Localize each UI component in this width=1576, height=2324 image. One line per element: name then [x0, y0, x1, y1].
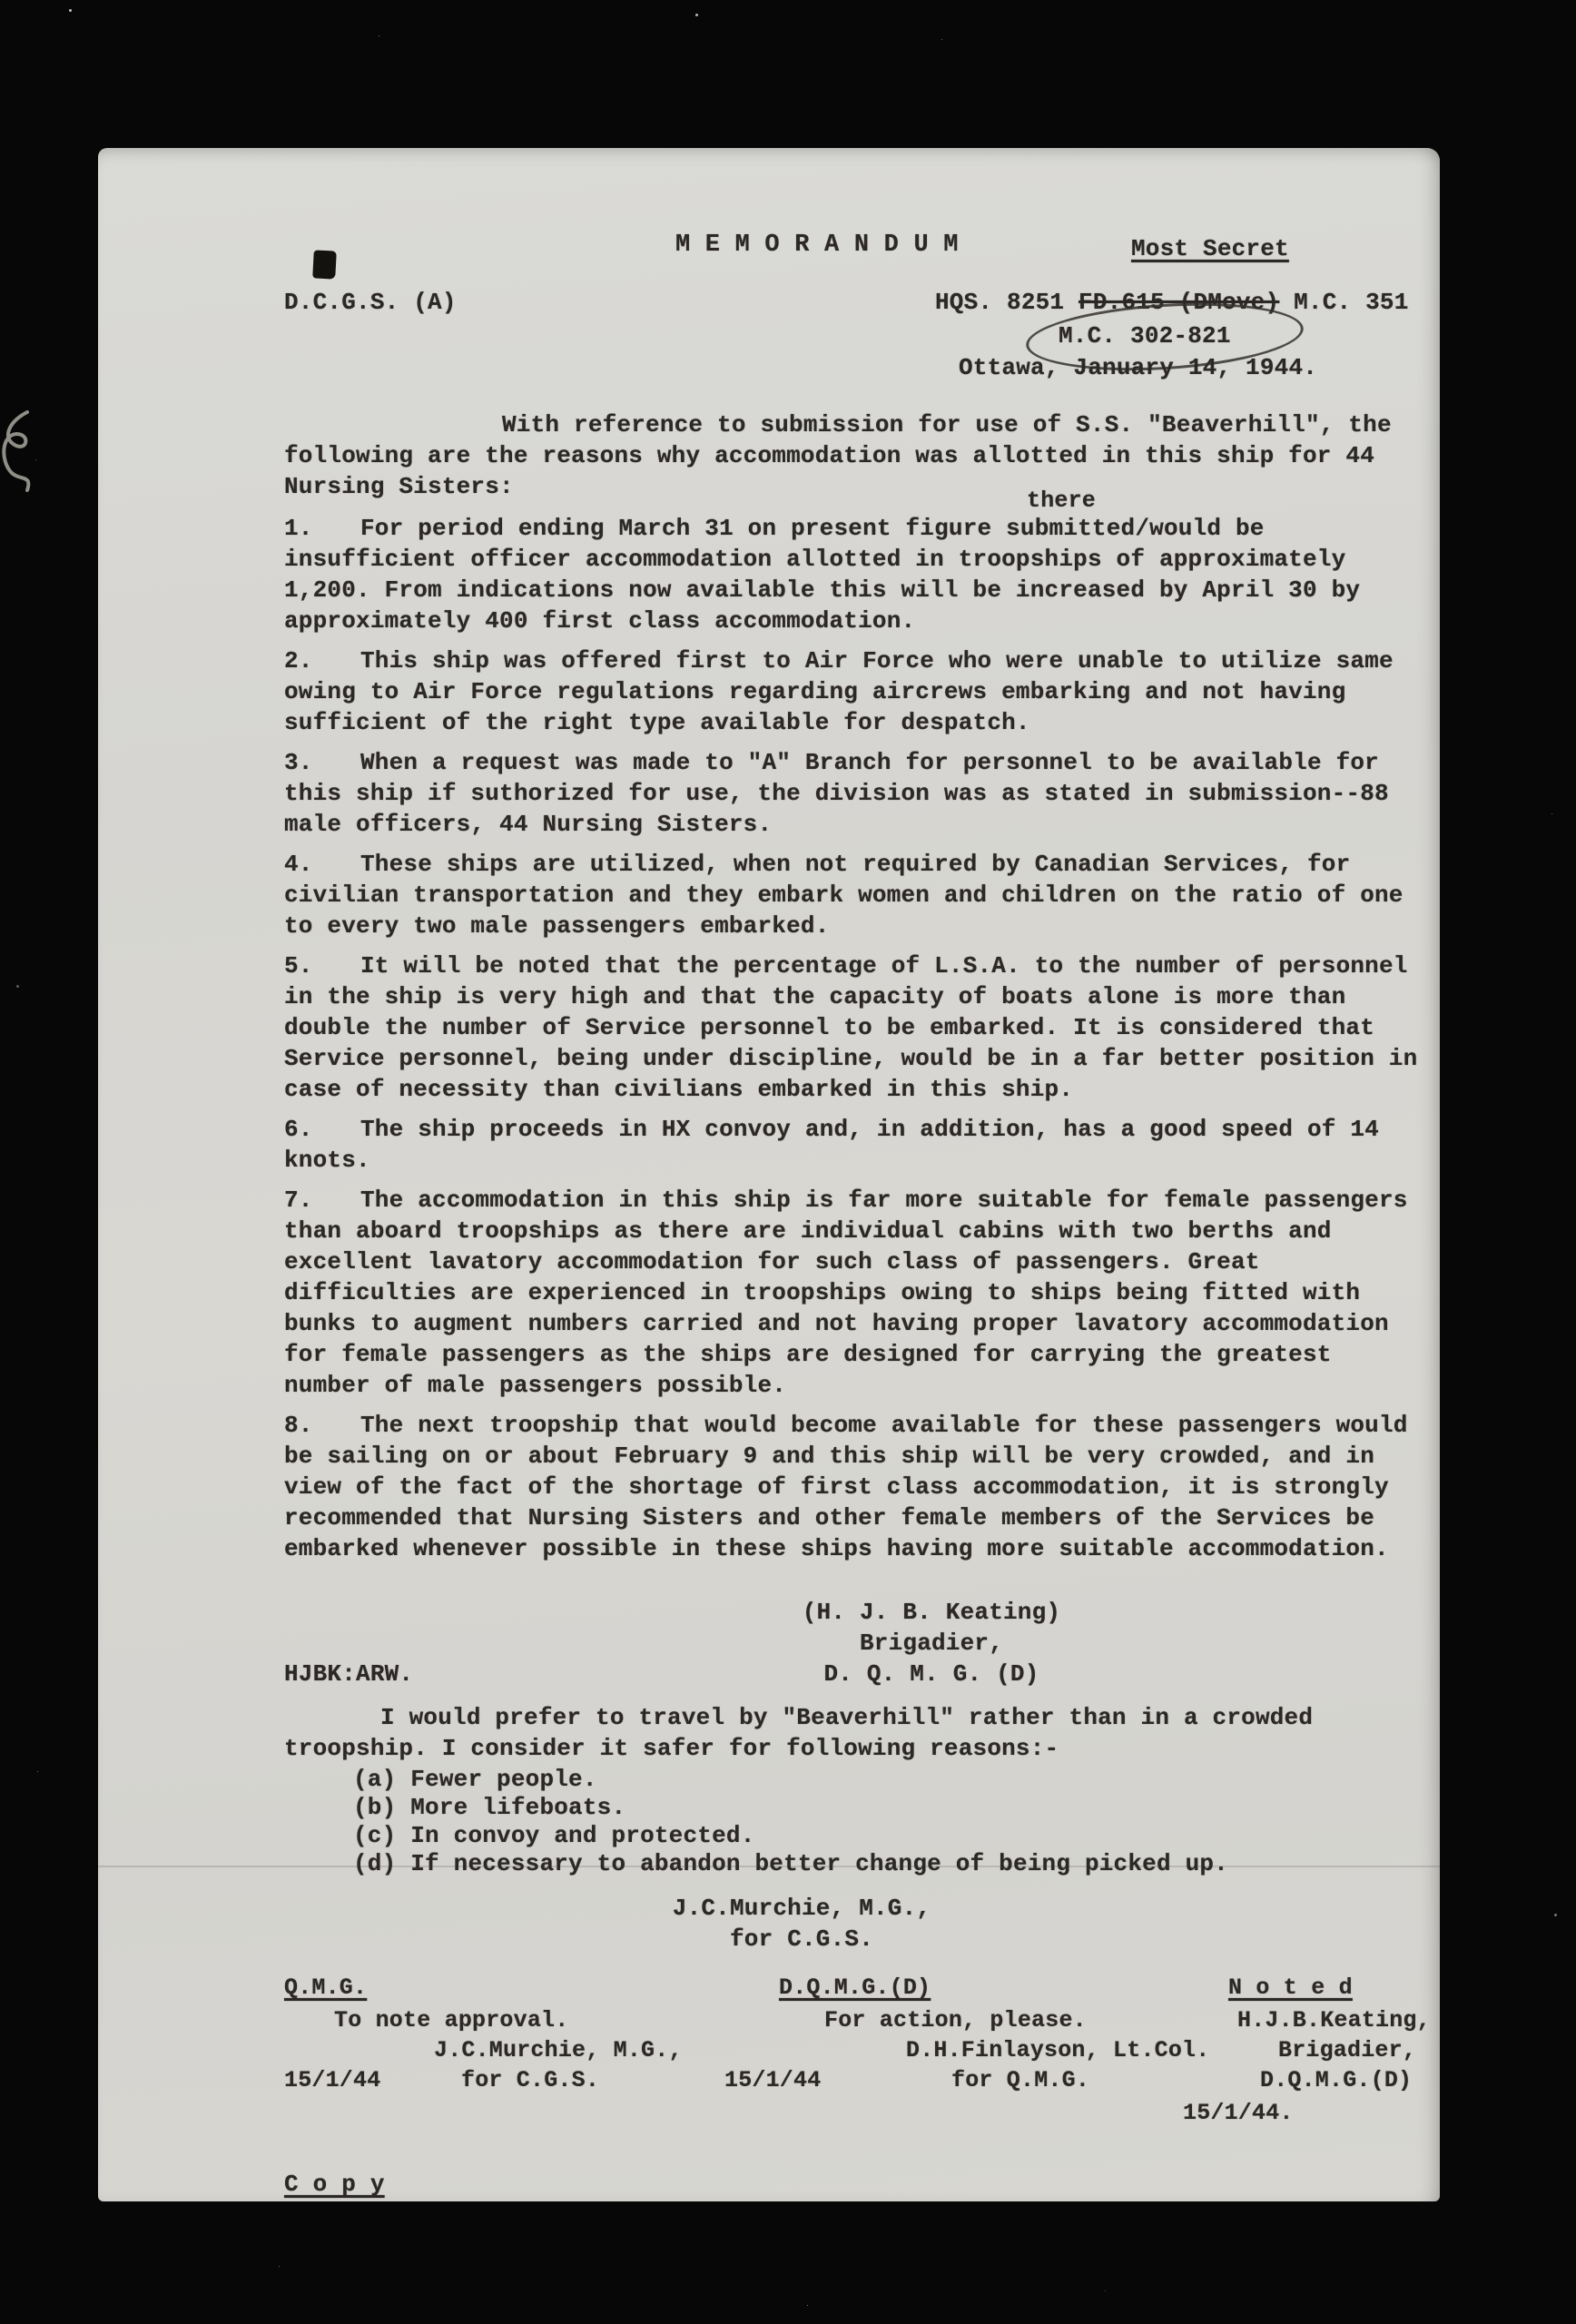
paragraph-8: [284, 1410, 1432, 1564]
paragraph-number: 1.: [284, 515, 313, 542]
routing-heading-dqmgd: D.Q.M.G.(D): [779, 1974, 931, 2001]
minute-reasons-list: [353, 1766, 1432, 1878]
reason-item: (a) Fewer people.: [353, 1766, 597, 1793]
memo-body: [284, 409, 1432, 2200]
dust-speckles: [69, 9, 72, 12]
paragraph-text: When a request was made to "A" Branch for personnel to be available for this ship if suthorized for use, the division was as stated in submission--88 male officers, 44 Nursing Sisters.: [284, 749, 1389, 838]
signatory-rank: Brigadier,: [859, 1630, 1004, 1657]
paragraph-number: 8.: [284, 1412, 313, 1439]
paragraph-1: [284, 487, 1432, 636]
typed-insertion: there: [1027, 487, 1097, 514]
keating-signature-block: [741, 1597, 1122, 1689]
routing-for-line: for C.G.S.: [461, 2067, 600, 2093]
classification-stamp: Most Secret: [1131, 235, 1289, 262]
routing-date: 15/1/44: [284, 2067, 381, 2093]
paragraph-text: For period ending March 31 on present figure submitted/would be insufficient officer accommodation allotted in troopships of approximately 1,200. From indications now available this will be increased by April 30 by approximately 400 first class accommodation.: [284, 515, 1361, 635]
paragraph-number: 6.: [284, 1116, 313, 1143]
routing-for-line: for Q.M.G.: [951, 2067, 1090, 2093]
paragraph-2: [284, 645, 1432, 738]
minute-paragraph: I would prefer to travel by "Beaverhill" rather than in a crowded troopship. I consider it safer for following reasons:-: [284, 1704, 1314, 1762]
memo-title: M E M O R A N D U M: [675, 231, 959, 259]
routing-signatory: Brigadier,: [1278, 2037, 1417, 2063]
copy-label: C o p y: [284, 2171, 385, 2198]
routing-signatory: J.C.Murchie, M.G.,: [434, 2037, 683, 2063]
paragraph-6: [284, 1114, 1432, 1176]
file-ref-suffix: M.C. 351: [1294, 289, 1409, 316]
routing-signatory: H.J.B.Keating,: [1237, 2007, 1431, 2034]
paragraph-text: It will be noted that the percentage of L.S.A. to the number of personnel in the ship is very high and that the capacity of boats alone is more than double the number of Service personnel to be embarked. It is considered that Service personnel, being under discipline, would be in a far better position in case of necessity than civilians embarked in this ship.: [284, 952, 1418, 1103]
signatory-name: (H. J. B. Keating): [802, 1599, 1061, 1626]
ink-blot: [312, 250, 337, 279]
routing-heading-noted: N o t e d: [1228, 1974, 1353, 2001]
routing-for-line: D.Q.M.G.(D): [1260, 2067, 1413, 2093]
paragraph-5: [284, 950, 1432, 1105]
originator: D.C.G.S. (A): [284, 289, 457, 316]
paragraph-7: [284, 1185, 1432, 1401]
reason-item: (d) If necessary to abandon better change of being picked up.: [353, 1850, 1228, 1877]
paragraph-text: The accommodation in this ship is far more suitable for female passengers than aboard troopships as there are individual cabins with two berths and excellent lavatory accommodation for such class of passengers. Great difficulties are experienced in troopships owing to ships being fitted with bunks to augment numbers carried and not having proper lavatory accommodation for female passengers as the ships are designed for carrying the greatest number of male passengers possible.: [284, 1187, 1408, 1399]
routing-date: 15/1/44: [724, 2067, 822, 2093]
paragraph-number: 7.: [284, 1187, 313, 1214]
memo-page: [98, 148, 1440, 2201]
routing-action: To note approval.: [334, 2007, 569, 2034]
reason-item: (b) More lifeboats.: [353, 1794, 626, 1821]
file-ref-replacement: M.C. 302-821: [1059, 322, 1231, 350]
paragraph-text: These ships are utilized, when not required by Canadian Services, for civilian transportation and they embark women and children on the ratio of one to every two male passengers embarked.: [284, 851, 1404, 940]
paragraph-number: 2.: [284, 647, 313, 675]
murchie-signature-block: [611, 1893, 992, 1955]
routing-action: For action, please.: [824, 2007, 1087, 2034]
reason-item: (c) In convoy and protected.: [353, 1822, 755, 1849]
paragraph-number: 4.: [284, 851, 313, 878]
paragraph-4: [284, 849, 1432, 941]
file-ref-cancelled: FD.615 (DMove): [1079, 289, 1280, 316]
signature-section: [284, 1597, 1432, 1689]
paragraph-3: [284, 747, 1432, 840]
signatory-name: J.C.Murchie, M.G.,: [672, 1895, 931, 1922]
routing-date: 15/1/44.: [1183, 2100, 1294, 2126]
paragraph-text: The next troopship that would become available for these passengers would be sailing on or about February 9 and this ship will be very crowded, and in view of the fact of the shortage of first class accommodation, it is strongly recommended that Nursing Sisters and other female members of the Services be embarked whenever possible in these ships having more suitable accommodation.: [284, 1412, 1408, 1562]
signatory-appointment: D. Q. M. G. (D): [823, 1660, 1039, 1688]
paragraph-number: 3.: [284, 749, 313, 776]
signatory-for-line: for C.G.S.: [729, 1925, 874, 1953]
routing-heading-qmg: Q.M.G.: [284, 1974, 368, 2001]
intro-paragraph: With reference to submission for use of S.S. "Beaverhill", the following are the reasons why accommodation was allotted in this ship for 44 Nursing Sisters:: [284, 411, 1392, 500]
dateline: Ottawa, January 14, 1944.: [959, 354, 1318, 381]
paragraph-text: This ship was offered first to Air Force who were unable to utilize same owing to Air Force regulations regarding aircrews embarking and not having sufficient of the right type available for despatch.: [284, 647, 1394, 736]
routing-table: [284, 1973, 1432, 2134]
routing-signatory: D.H.Finlayson, Lt.Col.: [906, 2037, 1210, 2063]
paragraph-text: The ship proceeds in HX convoy and, in addition, has a good speed of 14 knots.: [284, 1116, 1379, 1174]
file-ref-prefix: HQS. 8251: [935, 289, 1065, 316]
margin-scribble: [0, 407, 44, 501]
file-initials: HJBK:ARW.: [284, 1660, 414, 1688]
paragraph-number: 5.: [284, 952, 313, 980]
